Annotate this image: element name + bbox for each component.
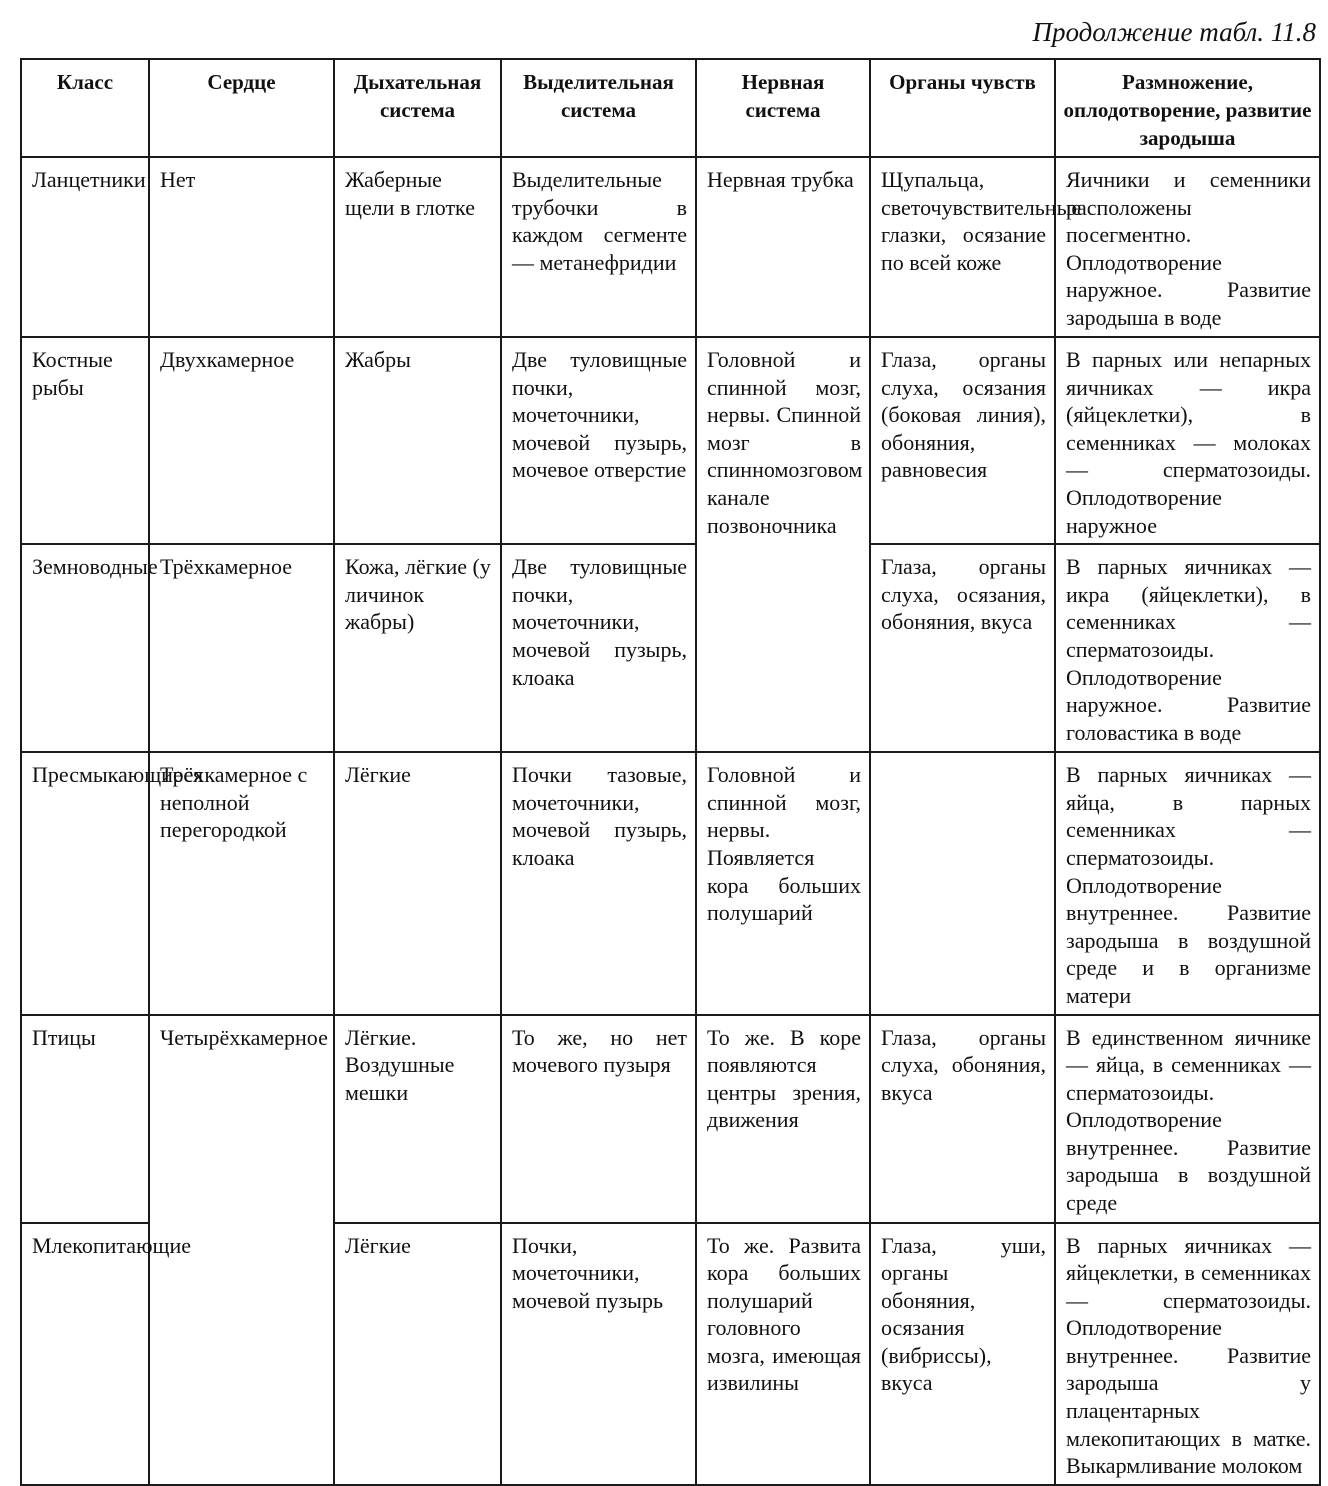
- cell-reproduction: В единственном яичнике — яйца, в семенниках — сперматозоиды. Оплодотворение внутреннее. Развитие зародыша в воздушной среде: [1055, 1015, 1320, 1223]
- cell-class: Птицы: [21, 1015, 149, 1223]
- cell-senses: Глаза, органы слуха, обоняния, вкуса: [870, 1015, 1055, 1223]
- cell-senses: Щупальца, светочувствительные глазки, осязание по всей коже: [870, 157, 1055, 337]
- header-senses: Органы чувств: [870, 59, 1055, 157]
- cell-respiratory: Жаберные щели в глотке: [334, 157, 501, 337]
- cell-reproduction: В парных яичниках — яйцеклетки, в семенниках — сперматозоиды. Оплодотворение внутреннее. Развитие зародыша у плацентарных млекопитающих в матке. Выкармливание молоком: [1055, 1223, 1320, 1485]
- cell-nervous: То же. Развита кора больших полушарий головного мозга, имеющая извилины: [696, 1223, 870, 1485]
- cell-class: Земноводные: [21, 544, 149, 752]
- cell-excretory: То же, но нет мочевого пузыря: [501, 1015, 696, 1223]
- cell-respiratory: Лёгкие: [334, 752, 501, 1014]
- cell-senses: Глаза, органы слуха, осязания (боковая линия), обоняния, равновесия: [870, 337, 1055, 544]
- cell-respiratory: Жабры: [334, 337, 501, 544]
- cell-reproduction: В парных яичниках — икра (яйцеклетки), в семенниках — сперматозоиды. Оплодотворение наружное. Развитие головастика в воде: [1055, 544, 1320, 752]
- cell-nervous: Головной и спинной мозг, нервы. Появляется кора больших полушарий: [696, 752, 870, 1014]
- cell-nervous: Головной и спинной мозг, нервы. Спинной мозг в спинномозговом канале позвоночника: [696, 337, 870, 752]
- cell-respiratory: Кожа, лёгкие (у личинок жабры): [334, 544, 501, 752]
- cell-heart: Трёхкамерное с неполной перегородкой: [149, 752, 334, 1014]
- table-row-amphibians: [21, 544, 1320, 752]
- cell-class: Пресмыкающиеся: [21, 752, 149, 1014]
- vertebrate-comparison-table: [20, 58, 1321, 1486]
- cell-class: Млекопитающие: [21, 1223, 149, 1485]
- cell-senses: Глаза, уши, органы обоняния, осязания (вибриссы), вкуса: [870, 1223, 1055, 1485]
- cell-excretory: Выделительные трубочки в каждом сегменте — метанефридии: [501, 157, 696, 337]
- table-caption: Продолжение табл. 11.8: [1032, 17, 1316, 47]
- cell-nervous: То же. В коре появляются центры зрения, движения: [696, 1015, 870, 1223]
- table-row-reptiles: [21, 752, 1320, 1014]
- header-heart: Сердце: [149, 59, 334, 157]
- cell-reproduction: В парных или непарных яичниках — икра (яйцеклетки), в семенниках — молоках — сперматозоиды. Оплодотворение наружное: [1055, 337, 1320, 544]
- cell-respiratory: Лёгкие. Воздушные мешки: [334, 1015, 501, 1223]
- cell-heart: Двухкамерное: [149, 337, 334, 544]
- header-class: Класс: [21, 59, 149, 157]
- table-row-birds: [21, 1015, 1320, 1223]
- cell-reproduction: Яичники и семенники расположены посегментно. Оплодотворение наружное. Развитие зародыша в воде: [1055, 157, 1320, 337]
- cell-excretory: Почки, мочеточники, мочевой пузырь: [501, 1223, 696, 1485]
- cell-reproduction: В парных яичниках — яйца, в парных семенниках — сперматозоиды. Оплодотворение внутреннее. Развитие зародыша в воздушной среде и в организме матери: [1055, 752, 1320, 1014]
- header-nervous: Нервная система: [696, 59, 870, 157]
- cell-nervous: Нервная трубка: [696, 157, 870, 337]
- cell-excretory: Две туловищные почки, мочеточники, мочевой пузырь, мочевое отверстие: [501, 337, 696, 544]
- cell-senses: [870, 752, 1055, 1014]
- cell-heart: Трёхкамерное: [149, 544, 334, 752]
- table-row-bony-fish: [21, 337, 1320, 544]
- cell-heart: Четырёхкамерное: [149, 1015, 334, 1485]
- table-header-row: [21, 59, 1320, 157]
- cell-excretory: Почки тазовые, мочеточники, мочевой пузырь, клоака: [501, 752, 696, 1014]
- cell-senses: Глаза, органы слуха, осязания, обоняния, вкуса: [870, 544, 1055, 752]
- cell-heart: Нет: [149, 157, 334, 337]
- header-excretory: Выделительная система: [501, 59, 696, 157]
- cell-excretory: Две туловищные почки, мочеточники, мочевой пузырь, клоака: [501, 544, 696, 752]
- cell-respiratory: Лёгкие: [334, 1223, 501, 1485]
- header-reproduction: Размножение, оплодотворение, развитие зародыша: [1055, 59, 1320, 157]
- table-row-lancelets: [21, 157, 1320, 337]
- cell-class: Костные рыбы: [21, 337, 149, 544]
- cell-class: Ланцетники: [21, 157, 149, 337]
- header-respiratory: Дыхательная система: [334, 59, 501, 157]
